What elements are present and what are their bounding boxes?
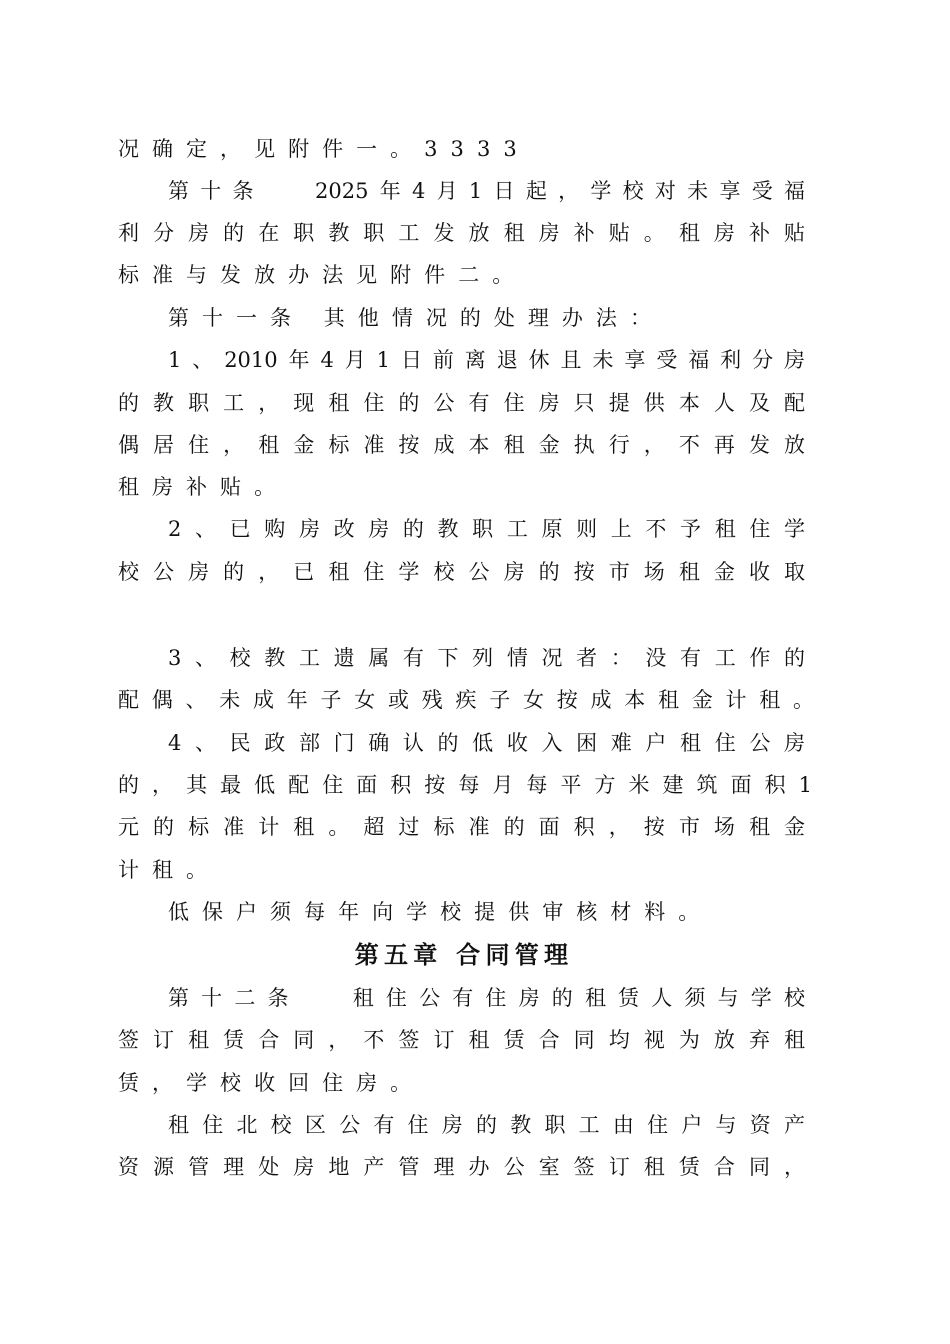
text-line: 赁，学校收回住房。: [118, 1071, 425, 1095]
text-line: 2、已购房改房的教职工原则上不予租住学: [168, 517, 805, 541]
text-line: 偶居住，租金标准按成本租金执行，不再发放: [118, 433, 805, 457]
text-line: 3、校教工遗属有下列情况者：没有工作的: [168, 646, 805, 670]
article-11-heading-line: 第十一条 其他情况的处理办法：: [168, 306, 664, 330]
text-line: 计租。: [118, 858, 221, 882]
text-line: 1、2010年4月1日前离退休且未享受福利分房: [168, 348, 805, 372]
article-12-heading-line: 第十二条 租住公有住房的租赁人须与学校: [168, 986, 805, 1010]
text-line: 的，其最低配住面积按每月每平方米建筑面积1: [118, 773, 812, 797]
text-line: 校公房的，已租住学校公房的按市场租金收取: [118, 560, 805, 584]
text-line: 标准与发放办法见附件二。: [118, 263, 527, 287]
text-line: 元的标准计租。超过标准的面积，按市场租金: [118, 815, 805, 839]
article-10-heading-line: 第十条 2025年4月1日起，学校对未享受福: [168, 179, 805, 203]
chapter-heading: 第五章 合同管理: [354, 940, 574, 969]
text-line: 低保户须每年向学校提供审核材料。: [168, 900, 713, 924]
text-line: 签订租赁合同，不签订租赁合同均视为放弃租: [118, 1028, 805, 1052]
text-line: 租房补贴。: [118, 475, 289, 499]
text-line: 的教职工，现租住的公有住房只提供本人及配: [118, 391, 805, 415]
text-line: 配偶、未成年子女或残疾子女按成本租金计租。: [118, 688, 814, 712]
text-line: 资源管理处房地产管理办公室签订租赁合同，: [118, 1155, 805, 1179]
text-line: 4、民政部门确认的低收入困难户租住公房: [168, 731, 805, 755]
text-line: 利分房的在职教职工发放租房补贴。租房补贴: [118, 221, 805, 245]
text-line: 况确定，见附件一。3333: [118, 137, 530, 161]
text-line: 租住北校区公有住房的教职工由住户与资产: [168, 1113, 805, 1137]
